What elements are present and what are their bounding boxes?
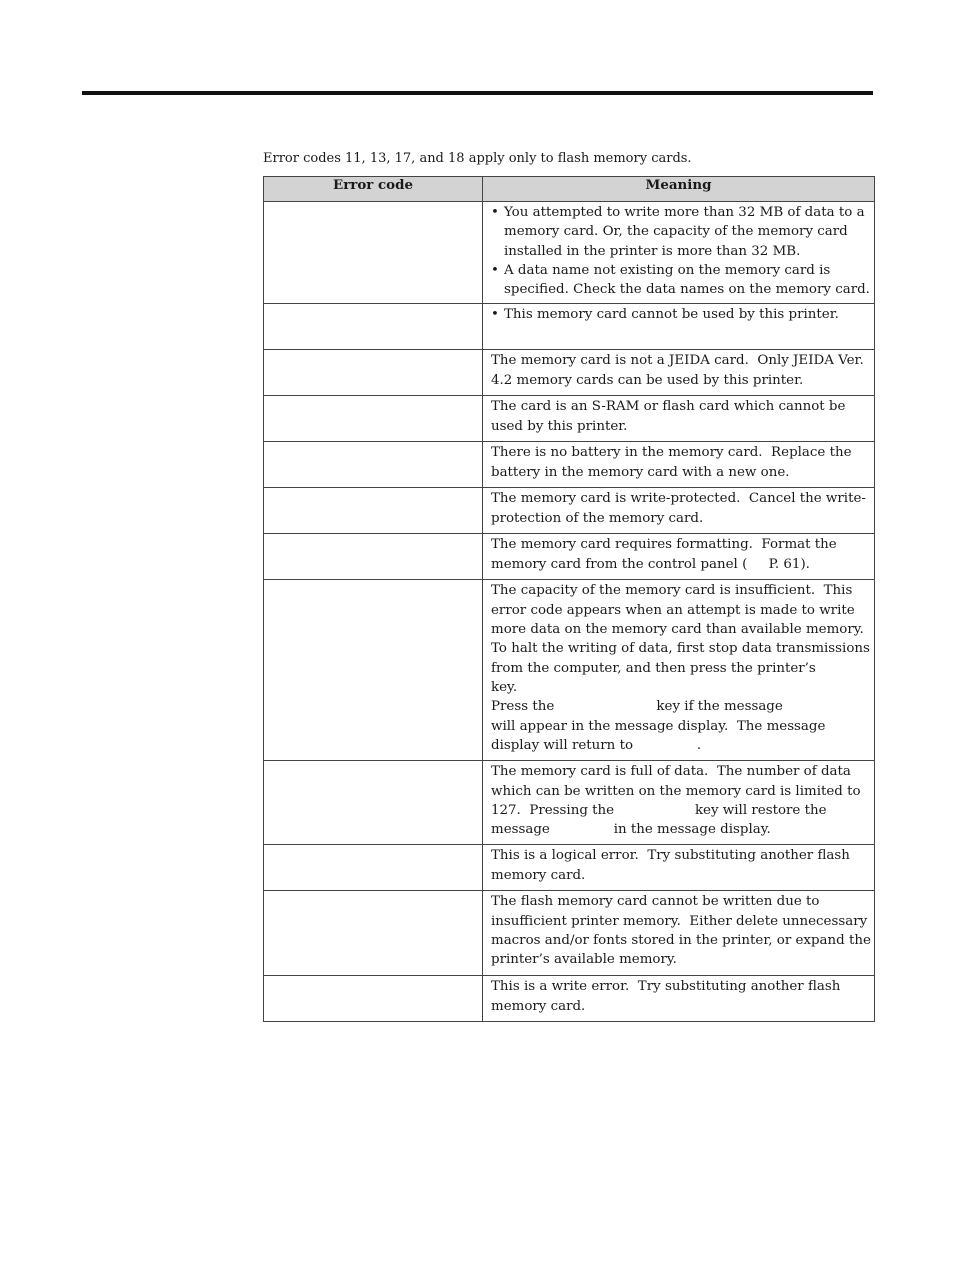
meaning-cell: [483, 761, 875, 845]
meaning-cell: [483, 580, 884, 761]
bullet-item: [491, 261, 872, 300]
meaning-cell: [483, 304, 875, 350]
meaning-text: This is a write error. Try substituting another flash memory card.: [491, 979, 845, 1014]
meaning-text: The memory card is not a JEIDA card. Only JEIDA Ver. 4.2 memory cards can be used by this printer.: [491, 353, 868, 388]
table-row: [264, 891, 875, 976]
meaning-text: This memory card cannot be used by this printer.: [504, 307, 839, 323]
table-row: [264, 976, 875, 1022]
meaning-cell: [483, 891, 875, 976]
table-row: [264, 396, 875, 442]
meaning-text: There is no battery in the memory card. Replace the battery in the memory card with a new one.: [491, 445, 856, 480]
meaning-cell: [483, 488, 875, 534]
bullet-icon: •: [491, 205, 499, 220]
error-code-cell: [264, 580, 483, 761]
bullet-icon: •: [491, 262, 499, 278]
meaning-text: The memory card is write-protected. Cancel the write-protection of the memory card.: [491, 491, 866, 526]
meaning-cell: [483, 845, 875, 891]
meaning-cell: [483, 396, 875, 442]
meaning-cell: [483, 534, 875, 580]
meaning-cell: [483, 442, 875, 488]
table-row: [264, 304, 875, 350]
table-row: [264, 488, 875, 534]
intro-text: Error codes 11, 13, 17, and 18 apply only to flash memory cards.: [263, 151, 692, 166]
meaning-cell: [483, 202, 875, 304]
meaning-text: The memory card requires formatting. Format the memory card from the control panel ( P. 61).: [491, 537, 841, 572]
table-row: [264, 350, 875, 396]
table-row: [264, 845, 875, 891]
error-code-table: [263, 176, 884, 1022]
error-code-cell: [264, 202, 483, 304]
meaning-text: A data name not existing on the memory card is specified. Check the data names on the memory card.: [504, 262, 870, 298]
column-header-meaning: Meaning: [483, 177, 875, 202]
bullet-item: [491, 203, 872, 261]
meaning-text: The flash memory card cannot be written due to insufficient printer memory. Either delete unnecessary macros and/or fonts stored in the printer, or expand the printer’s available memory.: [491, 894, 876, 968]
error-code-cell: [264, 891, 483, 976]
meaning-text: The capacity of the memory card is insufficient. This error code appears when an attempt is made to write more data on the memory card than available memory. To halt the writing of data, first stop data transmissions from the computer, and then press the printer’s key.: [491, 583, 884, 695]
bullet-icon: •: [491, 307, 499, 323]
error-code-cell: [264, 442, 483, 488]
table-row: [264, 202, 875, 304]
table-row: [264, 442, 875, 488]
table-row: [264, 534, 875, 580]
column-header-error-code: Error code: [264, 177, 483, 202]
meaning-text: The memory card is full of data. The number of data which can be written on the memory card is limited to 127. Pressing the key will restore the message in the message display.: [491, 764, 865, 838]
error-code-cell: [264, 534, 483, 580]
error-code-cell: [264, 350, 483, 396]
header-rule: [82, 91, 873, 95]
bullet-item: [491, 305, 872, 324]
table-row: [264, 580, 875, 761]
error-code-cell: [264, 845, 483, 891]
table-header-row: [264, 177, 875, 202]
error-code-cell: [264, 396, 483, 442]
error-code-cell: [264, 976, 483, 1022]
meaning-cell: [483, 976, 875, 1022]
error-code-cell: [264, 761, 483, 845]
meaning-cell: [483, 350, 875, 396]
meaning-text: Press the key if the message will appear in the message display. The message display will return to .: [491, 699, 868, 753]
meaning-text: The card is an S-RAM or flash card which cannot be used by this printer.: [491, 399, 850, 434]
table-row: [264, 761, 875, 845]
meaning-text: You attempted to write more than 32 MB of data to a memory card. Or, the capacity of the memory card installed in the printer is more than 32 MB.: [504, 205, 865, 259]
meaning-text: This is a logical error. Try substituting another flash memory card.: [491, 848, 855, 883]
error-code-cell: [264, 488, 483, 534]
error-code-cell: [264, 304, 483, 350]
